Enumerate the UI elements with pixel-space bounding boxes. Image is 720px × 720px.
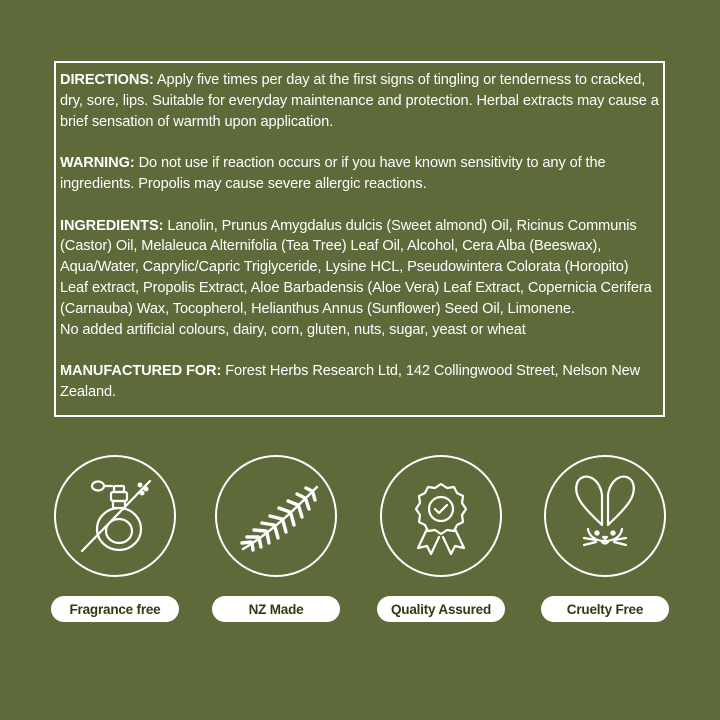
manufacturer-paragraph <box>60 361 659 403</box>
badge-cruelty-free <box>544 455 666 617</box>
directions-label: DIRECTIONS: <box>60 72 154 88</box>
badge-label-pill: Quality Assured <box>377 596 505 622</box>
ingredients-label: INGREDIENTS: <box>60 217 164 234</box>
ingredients-text: Lanolin, Prunus Amygdalus dulcis (Sweet almond) Oil, Ricinus Communis (Castor) Oil, Melaleuca Alternifolia (Tea Tree) Leaf Oil, Alcohol, Cera Alba (Beeswax), Aqua/Water, Caprylic/Capric Triglyceride, Lysine HCL, Pseudowintera Colorata (Horopito) Leaf extract, Propolis Extract, Aloe Barbadensis (Aloe Vera) Leaf Extract, Copernicia Cerifera (Carnauba) Wax, Tocopherol, Helianthus Annus (Sunflower) Seed Oil, Limonene. <box>60 217 652 317</box>
no-fragrance-icon <box>56 457 174 575</box>
badge-nz-made <box>215 455 337 617</box>
warning-label: WARNING: <box>60 155 135 172</box>
warning-text: Do not use if reaction occurs or if you have known sensitivity to any of the ingredients. Propolis may cause severe allergic reactions. <box>60 155 606 192</box>
directions-paragraph <box>60 70 659 132</box>
bunny-heart-icon <box>546 457 664 575</box>
badge-circle <box>54 455 176 577</box>
product-info-box <box>54 61 665 417</box>
manufacturer-text: Forest Herbs Research Ltd, 142 Collingwood Street, Nelson New Zealand. <box>60 363 641 400</box>
silver-fern-icon <box>217 457 335 575</box>
award-rosette-icon <box>382 457 500 575</box>
badge-quality-assured <box>380 455 502 617</box>
badge-circle <box>215 455 337 577</box>
badge-label-pill: Cruelty Free <box>541 596 669 622</box>
badge-circle <box>544 455 666 577</box>
badge-label-pill: NZ Made <box>212 596 340 622</box>
directions-text: Apply five times per day at the first signs of tingling or tenderness to cracked, dry, sore, lips. Suitable for everyday maintenance and protection. Herbal extracts may cause a brief sensation of warmth upon application. <box>60 72 659 130</box>
manufacturer-label: MANUFACTURED FOR: <box>60 363 222 380</box>
badge-label-pill: Fragrance free <box>51 596 179 622</box>
ingredients-note: No added artificial colours, dairy, corn, gluten, nuts, sugar, yeast or wheat <box>60 321 526 338</box>
badge-circle <box>380 455 502 577</box>
ingredients-paragraph <box>60 216 659 341</box>
badge-fragrance-free <box>54 455 176 617</box>
warning-paragraph <box>60 153 659 195</box>
